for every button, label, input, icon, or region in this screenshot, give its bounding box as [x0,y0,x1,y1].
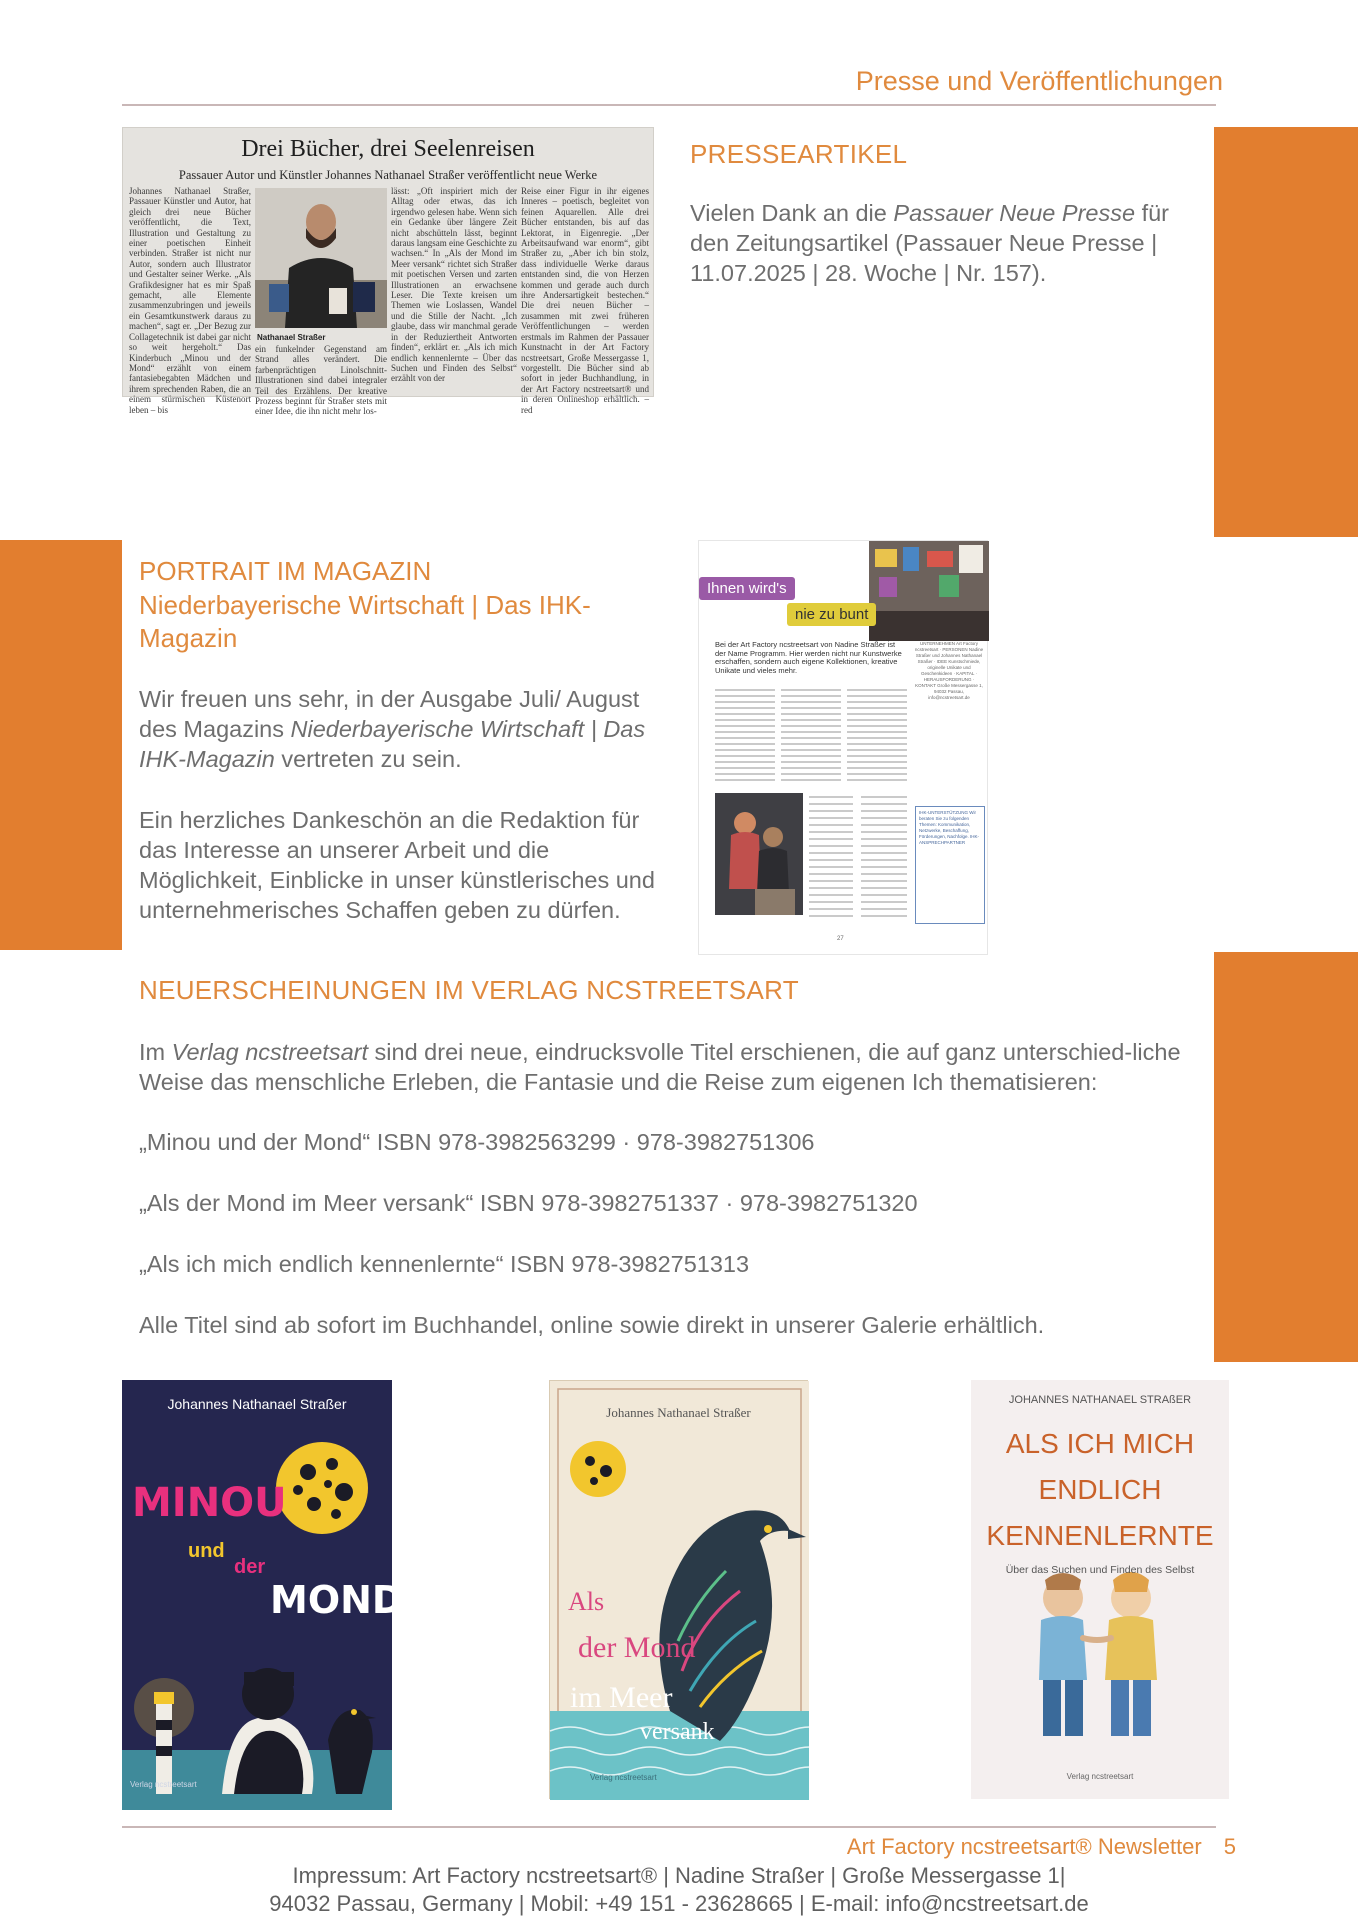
book-cover-kennenlernte [971,1380,1229,1799]
page-header-title: Presse und Veröffentlichungen [855,66,1223,96]
header-rule [122,104,1216,106]
portrait-heading: PORTRAIT IM MAGAZIN [139,556,432,586]
releases-intro-part-2: sind drei neue, eindrucksvolle Titel erschienen, die auf ganz unterschied-liche Weise das menschliche Erleben, die Fantasie und die Reise zum eigenen Ich thematisieren: [139,1039,1181,1095]
book-1-author: Johannes Nathanael Straßer [167,1396,347,1412]
release-item-2: „Als der Mond im Meer versank“ ISBN 978-3982751337 · 978-3982751320 [139,1190,918,1216]
release-item-3: „Als ich mich endlich kennenlernte“ ISBN 978-3982751313 [139,1251,750,1277]
magazine-body-columns-lower [809,793,907,923]
book-3-author: JOHANNES NATHANAEL STRAßER [1008,1394,1192,1406]
book-3-publisher: Verlag ncstreetsart [1066,1772,1134,1781]
book-3-title-2: ENDLICH [1038,1474,1162,1505]
newspaper-clipping [122,127,654,417]
impressum-line-1: Impressum: Art Factory ncstreetsart® | Nadine Straßer | Große Messergasse 1| [292,1863,1066,1888]
press-text-italic: Passauer Neue Presse [893,200,1136,226]
impressum-line-2: 94032 Passau, Germany | Mobil: +49 151 - 23628665 | E-mail: info@ncstreetsart.de [269,1891,1089,1916]
footer-newsletter [847,1834,1236,1860]
book-1-title-mond: MOND [270,1578,404,1622]
magazine-page-number: 27 [837,936,844,942]
magazine-page-thumbnail [698,540,988,955]
releases-intro [139,1037,1211,1097]
clipping-photo-caption: Nathanael Straßer [257,333,326,342]
book-2-title-versank: versank [640,1719,715,1745]
press-text-part-2: für den Zeitungsartikel (Passauer Neue Presse | 11.07.2025 | 28. Woche | Nr. 157). [690,200,1170,286]
releases-heading: NEUERSCHEINUNGEN IM VERLAG NCSTREETSART [139,975,799,1005]
release-item-1: „Minou und der Mond“ ISBN 978-3982563299 · 978-3982751306 [139,1129,815,1155]
magazine-text-lines-lower [809,793,907,923]
portrait-p1-part-2: vertreten zu sein. [274,746,462,772]
portrait-p1-italic: Niederbayerische Wirtschaft | Das IHK-Magazin [139,716,646,772]
book-2-title-im-meer: im Meer [570,1681,673,1714]
magazine-gallery-photo [869,541,989,641]
press-text-part-1: Vielen Dank an die [690,200,894,226]
accent-bar-right-top [1214,127,1358,537]
press-heading: PRESSEARTIKEL [690,139,908,169]
portrait-paragraph-1 [139,684,659,774]
magazine-title-pill-2: nie zu bunt [787,603,876,626]
book-cover-mond-meer [549,1380,808,1799]
book-1-title-der: der [234,1556,266,1578]
book-1-title-minou: MINOU [132,1480,287,1526]
portrait-paragraph-2: Ein herzliches Dankeschön an die Redaktion für das Interesse an unserer Arbeit und die Möglichkeit, Einblicke in unser künstlerisches und unternehmerisches Schaffen geben zu dürfen. [139,807,655,923]
footer-page-number: 5 [1223,1834,1236,1859]
book-2-title-der-mond: der Mond [578,1631,696,1664]
clipping-column-2: lässt: „Oft inspiriert mich der Alltag oder etwas, das ich irgendwo gelesen habe. Wenn sich ein Gedanke über längere Zeit nicht abschütteln lässt, beginnt daraus langsam eine Geschichte zu wachsen.“ In „Als der Mond im Meer versank“ richtet sich Straßer mit poetischen Versen und zarten Illustrationen an erwachsene Leser. Die Texte kreisen um Themen wie Loslassen, Wandel und die Stille der Nacht. „Ich glaube, dass wir manchmal gerade in der Reduziertheit Antworten finden“, erklärt er. „Als ich mich endlich kennenlernte – Über das Suchen und Finden des Selbst“ erzählt von der [391,186,517,384]
releases-intro-italic: Verlag ncstreetsart [171,1039,368,1065]
releases-intro-part-1: Im [139,1039,172,1065]
book-3-subtitle: Über das Suchen und Finden des Selbst [1005,1564,1195,1576]
author-photo-illustration [255,188,387,328]
portrait-photo-illustration [715,793,803,915]
releases-closing: Alle Titel sind ab sofort im Buchhandel, online sowie direkt in unserer Galerie erhältlich. [139,1312,1045,1338]
clipping-column-2b: ein funkelnder Gegenstand am Strand alles verändert. Die farbenprächtigen Linolschnitt-Illustrationen sind dabei integraler Teil des Erzählens. Der kreative Prozess beginnt für Straßer stets mit einer Idee, die ihn nicht mehr los- [255,344,387,417]
clipping-subheadline: Passauer Autor und Künstler Johannes Nathanael Straßer veröffentlicht neue Werke [178,168,598,182]
footer-rule [122,1826,1216,1828]
book-1-title-und: und [188,1540,225,1562]
book-2-publisher: Verlag ncstreetsart [590,1773,657,1782]
footer-newsletter-title: Art Factory ncstreetsart® Newsletter [846,1834,1202,1859]
magazine-title-pill-1: Ihnen wird's [699,577,795,600]
clipping-column-1: Johannes Nathanael Straßer, Passauer Künstler und Autor, hat gleich drei neue Bücher veröffentlicht, die Text, Illustration und Gestaltung zu einer poetischen Einheit verbinden. Straßer ist nicht nur Autor, sondern auch Illustrator und Gestalter seiner Werke. „Als Grafikdesigner hat es mir Spaß gemacht, alle Elemente zusammenzubringen und jeweils ein Gesamtkunstwerk daraus zu machen“, sagt er. „Der Bezug zur Collagetechnik ist dabei gar nicht so weit hergeholt.“ Das Kinderbuch „Minou und der Mond“ erzählt von einem fantasiebegabten Mädchen und ihrem sprechenden Raben, die an einem stürmischen Küstenort leben – bis [129,186,251,415]
magazine-text-lines [715,686,907,786]
accent-bar-left [0,540,122,950]
magazine-lead: Bei der Art Factory ncstreetsart von Nadine Straßer ist der Name Programm. Hier werden nicht nur Kunstwerke erschaffen, sondern auch eigene Kollektionen, kreative Unikate und vieles mehr. [715,640,902,675]
portrait-subheading: Niederbayerische Wirtschaft | Das IHK-Magazin [139,590,591,653]
book-1-publisher: Verlag ncstreetsart [130,1780,197,1789]
magazine-portrait-photo [715,793,803,915]
clipping-photo [255,188,387,328]
clipping-headline: Drei Bücher, drei Seelenreisen [241,136,535,162]
portrait-p1-part-1: Wir freuen uns sehr, in der Ausgabe Juli/ August des Magazins [139,686,640,742]
book-3-title-1: ALS ICH MICH [1005,1428,1195,1459]
clipping-column-3: Reise einer Figur in ihr eigenes Inneres – poetisch, begleitet von feinen Aquarellen. Alle drei Bücher entstanden, bis auf das Lektorat, in Eigenregie. „Der Arbeitsaufwand war enorm“, gibt Straßer zu, „Aber ich bin stolz, dass individuelle Werke daraus entstanden sind, die von Herzen kommen und gerade auch durch ihre Andersartigkeit bestechen.“ Die drei neuen Bücher – zusammen mit zwei früheren Veröffentlichungen – werden erstmals im Rahmen der Passauer Kunstnacht in der Art Factory ncstreetsart, Große Messergasse 1, vorgestellt. Die Bücher sind ab sofort in jeder Buchhandlung, in der Art Factory ncstreetsart® und in deren Onlineshop erhältlich. – red [521,186,649,415]
gallery-photo-illustration [869,541,989,641]
press-text [690,198,1210,288]
book-2-author: Johannes Nathanael Straßer [606,1405,751,1420]
accent-bar-right-bottom [1214,952,1358,1362]
book-cover-minou [122,1380,404,1810]
magazine-sidebar-facts: UNTERNEHMEN Art Factory ncstreetsart · PERSONEN Nadine Straßer und Johannes Nathanael Straßer · IDEE Kunstschmiede, originelle Unikate und Geschenkideen · KAPITAL · HERAUSFORDERUNG · KONTAKT Große Messergasse 1, 94032 Passau, info@ncstreetsart.de [914,641,984,700]
book-3-title-3: KENNENLERNTE [986,1520,1214,1551]
book-2-title-als: Als [568,1587,605,1616]
magazine-ihk-box: IHK-UNTERSTÜTZUNG Wir beraten Sie zu folgenden Themen: Kommunikation, Netzwerke, Beschaffung, Förderungen, Nachfolge. IHK-ANSPRECHPARTNER [915,806,985,924]
